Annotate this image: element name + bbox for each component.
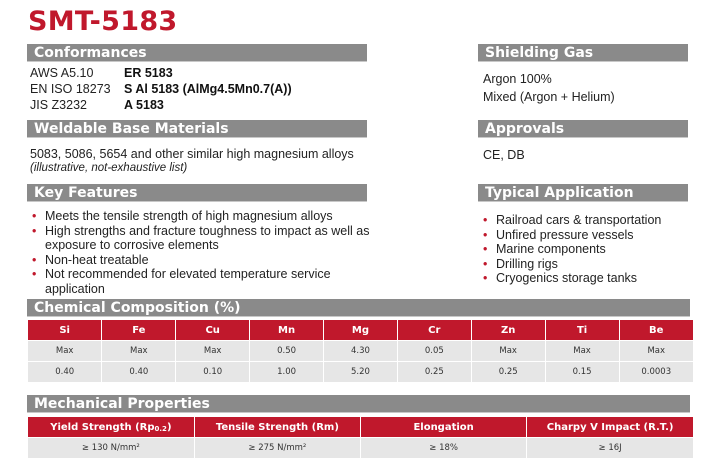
element-header: Cr	[397, 320, 471, 341]
table-row	[28, 362, 693, 383]
list-item: • Cryogenics storage tanks	[479, 271, 709, 286]
list-item: • Not recommended for elevated temperature service application	[28, 267, 373, 296]
product-title: SMT-5183	[28, 6, 178, 37]
table-row	[28, 438, 693, 459]
list-item: • High strengths and fracture toughness to impact as well as exposure to corrosive elements	[28, 224, 373, 253]
table-cell: 0.25	[397, 362, 471, 383]
conformance-row: AWS A5.10 ER 5183	[30, 66, 173, 80]
table-cell: 0.40	[28, 362, 102, 383]
conformances-heading: Conformances	[27, 44, 367, 62]
elongation-header: Elongation	[361, 417, 527, 438]
tensile-strength-value: ≥ 275 N/mm²	[194, 438, 360, 459]
table-cell: 5.20	[324, 362, 398, 383]
table-cell: Max	[545, 341, 619, 362]
element-header: Mg	[324, 320, 398, 341]
element-header: Mn	[250, 320, 324, 341]
shielding-gas-line: Argon 100%	[483, 72, 552, 86]
element-header: Si	[28, 320, 102, 341]
elongation-value: ≥ 18%	[361, 438, 527, 459]
element-header: Zn	[471, 320, 545, 341]
charpy-impact-value: ≥ 16J	[527, 438, 693, 459]
table-cell: Max	[471, 341, 545, 362]
shielding-gas-heading: Shielding Gas	[478, 44, 688, 62]
table-cell: 0.25	[471, 362, 545, 383]
approvals-text: CE, DB	[483, 148, 525, 162]
element-header: Ti	[545, 320, 619, 341]
chemical-table	[28, 320, 693, 382]
chemical-heading: Chemical Composition (%)	[27, 299, 690, 317]
yield-strength-header: Yield Strength (Rp0.2)	[28, 417, 194, 438]
table-cell: Max	[28, 341, 102, 362]
yield-strength-value: ≥ 130 N/mm²	[28, 438, 194, 459]
list-item: • Railroad cars & transportation	[479, 213, 709, 228]
list-item: • Meets the tensile strength of high magnesium alloys	[28, 209, 373, 224]
weldable-materials: 5083, 5086, 5654 and other similar high magnesium alloys	[30, 147, 354, 161]
table-cell: 0.0003	[619, 362, 693, 383]
element-header: Be	[619, 320, 693, 341]
tensile-strength-header: Tensile Strength (Rm)	[194, 417, 360, 438]
table-cell: 0.05	[397, 341, 471, 362]
list-item: • Unfired pressure vessels	[479, 228, 709, 243]
list-item: • Marine components	[479, 242, 709, 257]
key-features-list	[28, 209, 373, 297]
list-item: • Non-heat treatable	[28, 253, 373, 268]
mechanical-heading: Mechanical Properties	[27, 395, 690, 413]
table-cell: 0.10	[176, 362, 250, 383]
table-cell: 1.00	[250, 362, 324, 383]
table-cell: 0.50	[250, 341, 324, 362]
weldable-note: (illustrative, not-exhaustive list)	[30, 162, 188, 174]
table-cell: 0.15	[545, 362, 619, 383]
table-cell: Max	[102, 341, 176, 362]
conformance-row: EN ISO 18273 S Al 5183 (AlMg4.5Mn0.7(A))	[30, 82, 292, 96]
element-header: Fe	[102, 320, 176, 341]
table-cell: 4.30	[324, 341, 398, 362]
shielding-gas-line: Mixed (Argon + Helium)	[483, 90, 615, 104]
mechanical-table	[28, 417, 693, 458]
key-features-heading: Key Features	[27, 184, 367, 202]
chemical-header-row	[28, 320, 693, 341]
table-cell: 0.40	[102, 362, 176, 383]
table-cell: Max	[176, 341, 250, 362]
list-item: • Drilling rigs	[479, 257, 709, 272]
approvals-heading: Approvals	[478, 120, 688, 138]
weldable-heading: Weldable Base Materials	[27, 120, 367, 138]
table-cell: Max	[619, 341, 693, 362]
typical-application-list	[479, 213, 709, 286]
mechanical-header-row	[28, 417, 693, 438]
charpy-impact-header: Charpy V Impact (R.T.)	[527, 417, 693, 438]
typical-application-heading: Typical Application	[478, 184, 688, 202]
table-row	[28, 341, 693, 362]
element-header: Cu	[176, 320, 250, 341]
conformance-row: JIS Z3232 A 5183	[30, 98, 164, 112]
